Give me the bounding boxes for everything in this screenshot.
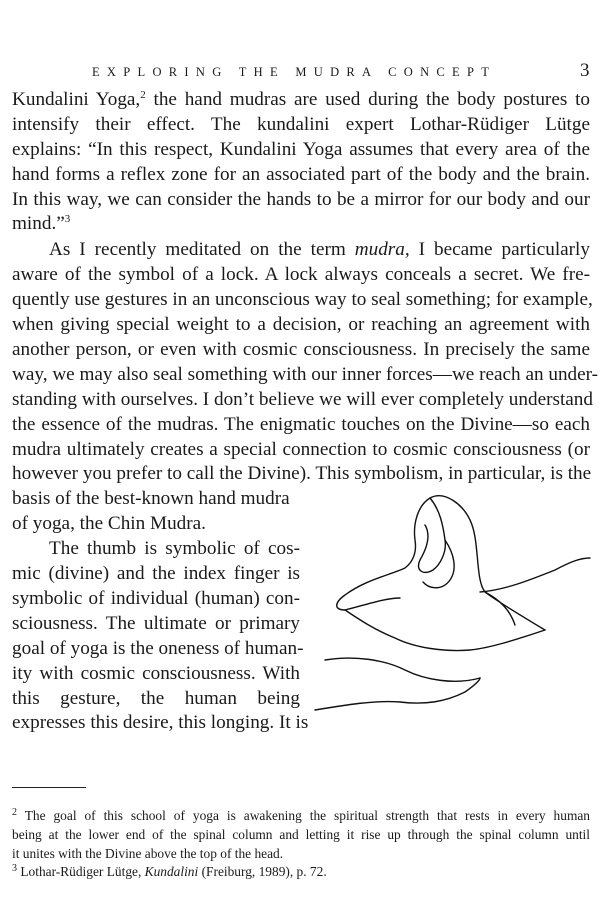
text-line: another person, or even with cosmic consciousness. In precisely the same xyxy=(12,339,590,360)
text-line: expresses this desire, this longing. It is xyxy=(12,712,309,733)
text-line: hand forms a reflex zone for an associated part of the body and the brain. xyxy=(12,164,590,185)
text-line: explains: “In this respect, Kundalini Yoga assumes that every area of the xyxy=(12,139,590,160)
text: Lothar-Rüdiger Lütge, xyxy=(17,864,145,879)
book-title: Kundalini xyxy=(144,864,199,879)
text-line: aware of the symbol of a lock. A lock always conceals a secret. We fre- xyxy=(12,264,590,285)
text-line: way, we may also seal something with our inner forces—we reach an under- xyxy=(12,364,599,385)
text: (Freiburg, 1989), p. 72. xyxy=(198,864,327,879)
text-line: mudra ultimately creates a special connection to cosmic consciousness (or xyxy=(12,439,590,460)
footnote-number: 3 xyxy=(12,863,17,874)
text-line: basis of the best-known hand mudra xyxy=(12,488,290,509)
text-line xyxy=(12,88,590,112)
running-title: EXPLORING THE MUDRA CONCEPT xyxy=(92,65,497,79)
text-line: standing with ourselves. I don’t believe we will ever completely understand xyxy=(12,389,593,410)
footnote-2 xyxy=(12,806,590,825)
footnote-3 xyxy=(12,862,590,881)
text-line: ity with cosmic consciousness. With xyxy=(12,663,300,684)
text: Kundalini Yoga, xyxy=(12,89,141,110)
text-line: goal of yoga is the oneness of human- xyxy=(12,638,304,659)
text-line: of yoga, the Chin Mudra. xyxy=(12,513,206,534)
text-line: intensify their effect. The kundalini expert Lothar-Rüdiger Lütge xyxy=(12,114,590,135)
text-line: sciousness. The ultimate or primary xyxy=(12,613,300,634)
footnote-2-line: being at the lower end of the spinal column and letting it rise up through the spinal column until xyxy=(12,827,590,842)
text-line: The thumb is symbolic of cos- xyxy=(49,538,300,559)
text: the hand mudras are used during the body postures to xyxy=(145,89,590,110)
text: As I recently meditated on the term xyxy=(49,239,355,260)
footnote-divider xyxy=(12,787,86,788)
text-line xyxy=(12,212,590,236)
text-line: this gesture, the human being xyxy=(12,688,300,709)
text-line: symbolic of individual (human) con- xyxy=(12,588,300,609)
chin-mudra-hand-illustration xyxy=(305,480,595,730)
emphasis: mudra, xyxy=(354,239,410,260)
text: The goal of this school of yoga is awakening the spiritual strength that rests in every human xyxy=(17,808,590,823)
text-line: when giving special weight to a decision, or reaching an agreement with xyxy=(12,314,590,335)
text-line: In this way, we can consider the hands to be a mirror for our body and our xyxy=(12,189,590,210)
footnote-number: 2 xyxy=(12,807,17,818)
footnote-ref: 3 xyxy=(64,213,71,225)
footnote-ref: 2 xyxy=(140,89,146,101)
text: I became particularly xyxy=(409,239,590,260)
footnote-2-line: it unites with the Divine above the top of the head. xyxy=(12,846,284,861)
text-line: mic (divine) and the index finger is xyxy=(12,563,300,584)
text-line: quently use gestures in an unconscious way to seal something; for example, xyxy=(12,289,593,310)
page-number: 3 xyxy=(580,60,590,81)
text-line: however you prefer to call the Divine). This symbolism, in particular, is the xyxy=(12,463,592,484)
text: mind.” xyxy=(12,213,65,234)
text-line: the essence of the mudras. The enigmatic touches on the Divine—so each xyxy=(12,414,590,435)
text-line xyxy=(49,238,590,262)
